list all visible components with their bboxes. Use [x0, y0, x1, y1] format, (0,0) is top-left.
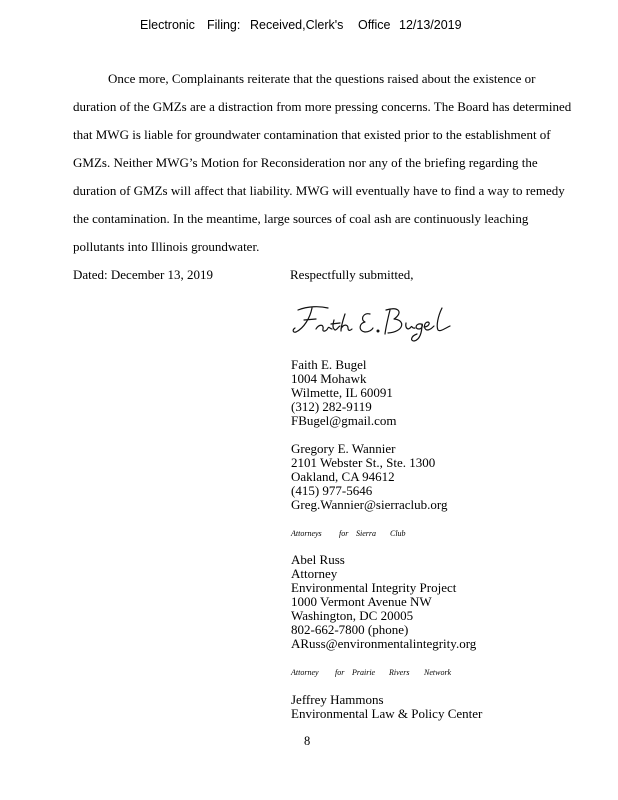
- paragraph-line: the contamination. In the meantime, large sources of coal ash are continuously leaching: [73, 211, 529, 226]
- email-address: Greg.Wannier@sierraclub.org: [291, 497, 448, 512]
- attorney-name: Gregory E. Wannier: [291, 441, 396, 456]
- attorney-name: Abel Russ: [291, 552, 345, 567]
- header-word: Received,Clerk's: [250, 18, 344, 32]
- caption-word: for: [335, 668, 345, 677]
- caption-word: Club: [390, 529, 406, 538]
- email-address: FBugel@gmail.com: [291, 413, 397, 428]
- email-address: ARuss@environmentalintegrity.org: [291, 636, 477, 651]
- caption-word: Network: [424, 668, 452, 677]
- address-street: 1004 Mohawk: [291, 371, 367, 386]
- caption-word: Attorney: [291, 668, 319, 677]
- header-word: Electronic: [140, 18, 195, 32]
- caption-word: Sierra: [356, 529, 376, 538]
- caption-word: Rivers: [389, 668, 410, 677]
- address-street: 1000 Vermont Avenue NW: [291, 594, 432, 609]
- address-street: 2101 Webster St., Ste. 1300: [291, 455, 436, 470]
- paragraph-line: duration of GMZs will affect that liability. MWG will eventually have to find a way to remedy: [73, 183, 565, 198]
- address-city: Washington, DC 20005: [291, 608, 414, 623]
- phone-number: 802-662-7800 (phone): [291, 622, 409, 637]
- paragraph-line: duration of the GMZs are a distraction from more pressing concerns. The Board has determined: [73, 99, 572, 114]
- caption-word: Attorneys: [291, 529, 322, 538]
- address-city: Oakland, CA 94612: [291, 469, 395, 484]
- paragraph-line: pollutants into Illinois groundwater.: [73, 239, 260, 254]
- attorney-name: Faith E. Bugel: [291, 357, 367, 372]
- header-word: Filing:: [207, 18, 241, 32]
- paragraph-line: Once more, Complainants reiterate that the questions raised about the existence or: [108, 71, 536, 86]
- phone-number: (415) 977-5646: [291, 483, 373, 498]
- header-word: Office: [358, 18, 391, 32]
- header-date: 12/13/2019: [399, 18, 462, 32]
- page-number: 8: [304, 734, 311, 748]
- organization: Environmental Integrity Project: [291, 580, 457, 595]
- paragraph-line: that MWG is liable for groundwater contamination that existed prior to the establishment of: [73, 127, 551, 142]
- organization: Environmental Law & Policy Center: [291, 706, 483, 721]
- caption-word: Prairie: [352, 668, 376, 677]
- caption-word: for: [339, 529, 349, 538]
- phone-number: (312) 282-9119: [291, 399, 372, 414]
- dated-line: Dated: December 13, 2019: [73, 267, 214, 282]
- handwritten-signature: [290, 296, 455, 344]
- attorney-title: Attorney: [291, 566, 338, 581]
- paragraph-line: GMZs. Neither MWG’s Motion for Reconsideration nor any of the briefing regarding the: [73, 155, 538, 170]
- closing-line: Respectfully submitted,: [290, 267, 414, 282]
- attorney-name: Jeffrey Hammons: [291, 692, 384, 707]
- address-city: Wilmette, IL 60091: [291, 385, 393, 400]
